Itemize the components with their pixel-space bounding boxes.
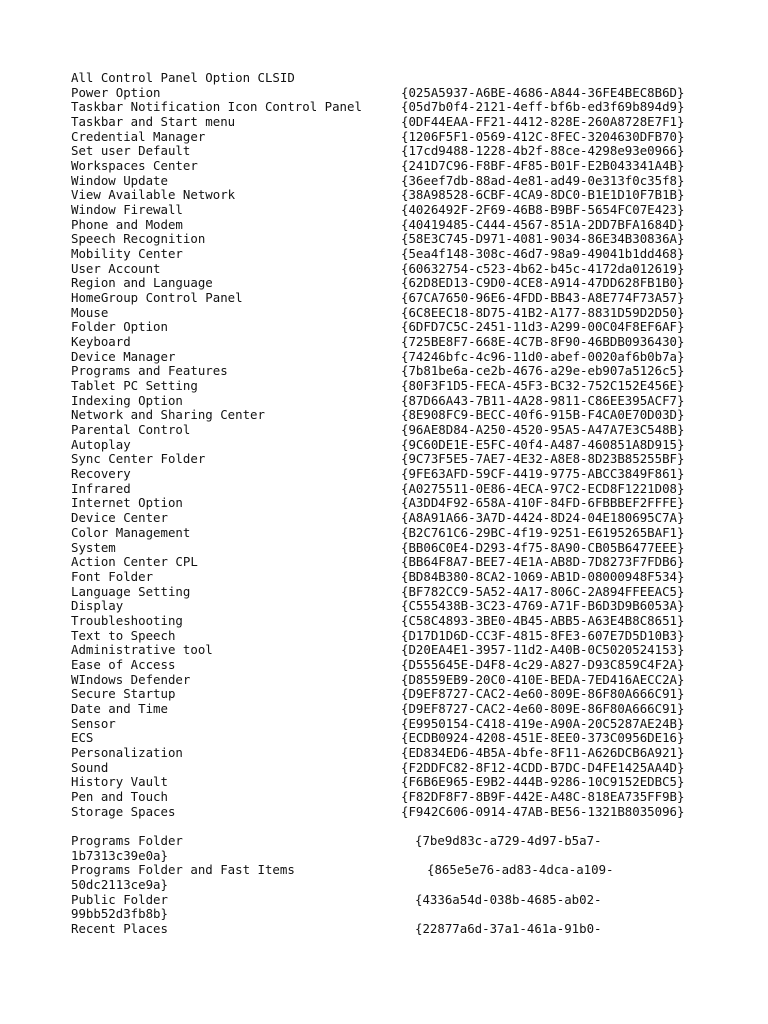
clsid-row — [71, 423, 731, 438]
option-name: Mouse — [71, 304, 109, 320]
clsid-row — [71, 174, 731, 189]
option-clsid: {BB64F8A7-BEE7-4E1A-AB8D-7D8273F7FDB6} — [401, 554, 685, 570]
clsid-row — [71, 731, 731, 746]
option-clsid: {BB06C0E4-D293-4f75-8A90-CB05B6477EEE} — [401, 539, 685, 555]
option-name: ECS — [71, 730, 94, 746]
clsid-row — [71, 746, 731, 761]
clsid-row — [71, 687, 731, 702]
clsid-row — [71, 482, 731, 497]
option-name: Personalization — [71, 744, 183, 760]
option-name: Window Update — [71, 172, 168, 188]
option-clsid: {D8559EB9-20C0-410E-BEDA-7ED416AECC2A} — [401, 671, 685, 687]
option-name: Infrared — [71, 480, 131, 496]
option-clsid: {9C60DE1E-E5FC-40f4-A487-460851A8D915} — [401, 436, 685, 452]
option-name: Mobility Center — [71, 246, 183, 262]
option-name: Network and Sharing Center — [71, 407, 265, 423]
clsid-row — [71, 188, 731, 203]
option-clsid: {D20EA4E1-3957-11d2-A40B-0C5020524153} — [401, 642, 685, 658]
option-clsid: {A3DD4F92-658A-410F-84FD-6FBBBEF2FFFE} — [401, 495, 685, 511]
folder-clsid-start: {4336a54d-038b-4685-ab02- — [415, 891, 602, 907]
folder-clsid-start: {22877a6d-37a1-461a-91b0- — [415, 920, 602, 936]
folder-row — [71, 922, 731, 937]
option-name: Window Firewall — [71, 202, 183, 218]
clsid-row — [71, 541, 731, 556]
option-name: Tablet PC Setting — [71, 378, 198, 394]
folder-clsid-end: 99bb52d3fb8b} — [71, 906, 168, 922]
option-clsid: {9FE63AFD-59CF-4419-9775-ABCC3849F861} — [401, 466, 685, 482]
option-clsid: {A0275511-0E86-4ECA-97C2-ECD8F1221D08} — [401, 480, 685, 496]
option-clsid: {9C73F5E5-7AE7-4E32-A8E8-8D23B85255BF} — [401, 451, 685, 467]
option-name: Device Manager — [71, 348, 176, 364]
clsid-row — [71, 775, 731, 790]
option-clsid: {80F3F1D5-FECA-45F3-BC32-752C152E456E} — [401, 378, 685, 394]
option-clsid: {725BE8F7-668E-4C7B-8F90-46BDB0936430} — [401, 334, 685, 350]
clsid-row — [71, 262, 731, 277]
option-clsid: {C58C4893-3BE0-4B45-ABB5-A63E4B8C8651} — [401, 612, 685, 628]
clsid-row — [71, 452, 731, 467]
option-name: Administrative tool — [71, 642, 213, 658]
clsid-row — [71, 379, 731, 394]
option-clsid: {D9EF8727-CAC2-4e60-809E-86F80A666C91} — [401, 686, 685, 702]
option-name: Internet Option — [71, 495, 183, 511]
option-clsid: {D17D1D6D-CC3F-4815-8FE3-607E7D5D10B3} — [401, 627, 685, 643]
clsid-row — [71, 790, 731, 805]
clsid-row — [71, 291, 731, 306]
option-name: Programs and Features — [71, 363, 228, 379]
clsid-row — [71, 159, 731, 174]
clsid-row — [71, 203, 731, 218]
clsid-row — [71, 570, 731, 585]
clsid-row — [71, 306, 731, 321]
option-clsid: {C555438B-3C23-4769-A71F-B6D3D9B6053A} — [401, 598, 685, 614]
option-name: Color Management — [71, 524, 191, 540]
option-clsid: {60632754-c523-4b62-b45c-4172da012619} — [401, 260, 685, 276]
option-clsid: {62D8ED13-C9D0-4CE8-A914-47DD628FB1B0} — [401, 275, 685, 291]
option-name: Text to Speech — [71, 627, 176, 643]
clsid-row — [71, 130, 731, 145]
option-name: Storage Spaces — [71, 803, 176, 819]
option-name: View Available Network — [71, 187, 236, 203]
clsid-row — [71, 614, 731, 629]
option-clsid: {F942C606-0914-47AB-BE56-1321B8035096} — [401, 803, 685, 819]
option-clsid: {7b81be6a-ce2b-4676-a29e-eb907a5126c5} — [401, 363, 685, 379]
option-clsid: {74246bfc-4c96-11d0-abef-0020af6b0b7a} — [401, 348, 685, 364]
option-name: Secure Startup — [71, 686, 176, 702]
document-title — [71, 71, 731, 86]
folder-row-continuation — [71, 878, 731, 893]
option-name: Date and Time — [71, 700, 168, 716]
option-name: Pen and Touch — [71, 788, 168, 804]
option-name: HomeGroup Control Panel — [71, 290, 243, 306]
clsid-row — [71, 717, 731, 732]
option-name: Language Setting — [71, 583, 191, 599]
clsid-row — [71, 496, 731, 511]
option-name: Sound — [71, 759, 109, 775]
option-clsid: {241D7C96-F8BF-4F85-B01F-E2B043341A4B} — [401, 158, 685, 174]
document-page — [71, 71, 731, 937]
option-clsid: {025A5937-A6BE-4686-A844-36FE4BEC8B6D} — [401, 84, 685, 100]
option-name: Power Option — [71, 84, 161, 100]
option-clsid: {05d7b0f4-2121-4eff-bf6b-ed3f69b894d9} — [401, 99, 685, 115]
option-clsid: {6DFD7C5C-2451-11d3-A299-00C04F8EF6AF} — [401, 319, 685, 335]
folder-name: Programs Folder and Fast Items — [71, 862, 295, 878]
option-name: Display — [71, 598, 124, 614]
option-clsid: {87D66A43-7B11-4A28-9811-C86EE395ACF7} — [401, 392, 685, 408]
folder-row-continuation — [71, 849, 731, 864]
option-clsid: {4026492F-2F69-46B8-B9BF-5654FC07E423} — [401, 202, 685, 218]
clsid-table — [71, 86, 731, 820]
clsid-row — [71, 320, 731, 335]
option-clsid: {D9EF8727-CAC2-4e60-809E-86F80A666C91} — [401, 700, 685, 716]
clsid-row — [71, 643, 731, 658]
option-name: Troubleshooting — [71, 612, 183, 628]
option-clsid: {6C8EEC18-8D75-41B2-A177-8831D59D2D50} — [401, 304, 685, 320]
option-name: Region and Language — [71, 275, 213, 291]
option-clsid: {38A98528-6CBF-4CA9-8DC0-B1E1D10F7B1B} — [401, 187, 685, 203]
clsid-row — [71, 702, 731, 717]
option-name: Ease of Access — [71, 656, 176, 672]
option-name: Action Center CPL — [71, 554, 198, 570]
clsid-row — [71, 526, 731, 541]
option-name: Sensor — [71, 715, 116, 731]
clsid-row — [71, 232, 731, 247]
option-clsid: {96AE8D84-A250-4520-95A5-A47A7E3C548B} — [401, 422, 685, 438]
clsid-row — [71, 511, 731, 526]
option-name: Keyboard — [71, 334, 131, 350]
option-name: Parental Control — [71, 422, 191, 438]
clsid-row — [71, 350, 731, 365]
option-name: Taskbar and Start menu — [71, 114, 236, 130]
option-name: Phone and Modem — [71, 216, 183, 232]
option-name: Sync Center Folder — [71, 451, 206, 467]
clsid-row — [71, 438, 731, 453]
folder-name: Recent Places — [71, 920, 168, 936]
clsid-row — [71, 761, 731, 776]
option-name: Folder Option — [71, 319, 168, 335]
option-clsid: {8E908FC9-BECC-40f6-915B-F4CA0E70D03D} — [401, 407, 685, 423]
option-name: Device Center — [71, 510, 168, 526]
option-clsid: {F82DF8F7-8B9F-442E-A48C-818EA735FF9B} — [401, 788, 685, 804]
folder-clsid-start: {7be9d83c-a729-4d97-b5a7- — [415, 832, 602, 848]
option-name: System — [71, 539, 116, 555]
title-text: All Control Panel Option CLSID — [71, 70, 295, 85]
clsid-row — [71, 100, 731, 115]
folder-name: Public Folder — [71, 891, 168, 907]
option-name: WIndows Defender — [71, 671, 191, 687]
folder-clsid-list — [71, 834, 731, 937]
option-name: Autoplay — [71, 436, 131, 452]
option-name: User Account — [71, 260, 161, 276]
option-clsid: {5ea4f148-308c-46d7-98a9-49041b1dd468} — [401, 246, 685, 262]
option-clsid: {BF782CC9-5A52-4A17-806C-2A894FFEEAC5} — [401, 583, 685, 599]
clsid-row — [71, 467, 731, 482]
folder-row-continuation — [71, 907, 731, 922]
folder-clsid-start: {865e5e76-ad83-4dca-a109- — [427, 862, 614, 878]
clsid-row — [71, 276, 731, 291]
option-clsid: {B2C761C6-29BC-4f19-9251-E6195265BAF1} — [401, 524, 685, 540]
clsid-row — [71, 394, 731, 409]
clsid-row — [71, 805, 731, 820]
option-name: Set user Default — [71, 143, 191, 159]
option-clsid: {67CA7650-96E6-4FDD-BB43-A8E774F73A57} — [401, 290, 685, 306]
folder-row — [71, 863, 731, 878]
option-clsid: {F2DDFC82-8F12-4CDD-B7DC-D4FE1425AA4D} — [401, 759, 685, 775]
section-gap — [71, 819, 731, 834]
option-name: Taskbar Notification Icon Control Panel — [71, 99, 362, 115]
clsid-row — [71, 218, 731, 233]
option-clsid: {BD84B380-8CA2-1069-AB1D-08000948F534} — [401, 568, 685, 584]
option-clsid: {A8A91A66-3A7D-4424-8D24-04E180695C7A} — [401, 510, 685, 526]
clsid-row — [71, 335, 731, 350]
option-clsid: {0DF44EAA-FF21-4412-828E-260A8728E7F1} — [401, 114, 685, 130]
option-name: History Vault — [71, 774, 168, 790]
clsid-row — [71, 629, 731, 644]
option-clsid: {D555645E-D4F8-4c29-A827-D93C859C4F2A} — [401, 656, 685, 672]
option-name: Font Folder — [71, 568, 154, 584]
option-clsid: {40419485-C444-4567-851A-2DD7BFA1684D} — [401, 216, 685, 232]
folder-name: Programs Folder — [71, 832, 183, 848]
option-name: Workspaces Center — [71, 158, 198, 174]
clsid-row — [71, 585, 731, 600]
option-name: Indexing Option — [71, 392, 183, 408]
clsid-row — [71, 115, 731, 130]
clsid-row — [71, 364, 731, 379]
clsid-row — [71, 86, 731, 101]
option-clsid: {ED834ED6-4B5A-4bfe-8F11-A626DCB6A921} — [401, 744, 685, 760]
folder-clsid-end: 1b7313c39e0a} — [71, 847, 168, 863]
option-name: Recovery — [71, 466, 131, 482]
folder-row — [71, 834, 731, 849]
option-clsid: {1206F5F1-0569-412C-8FEC-3204630DFB70} — [401, 128, 685, 144]
clsid-row — [71, 408, 731, 423]
option-clsid: {36eef7db-88ad-4e81-ad49-0e313f0c35f8} — [401, 172, 685, 188]
folder-row — [71, 893, 731, 908]
option-clsid: {ECDB0924-4208-451E-8EE0-373C0956DE16} — [401, 730, 685, 746]
folder-clsid-end: 50dc2113ce9a} — [71, 876, 168, 892]
option-clsid: {E9950154-C418-419e-A90A-20C5287AE24B} — [401, 715, 685, 731]
clsid-row — [71, 658, 731, 673]
option-clsid: {58E3C745-D971-4081-9034-86E34B30836A} — [401, 231, 685, 247]
clsid-row — [71, 555, 731, 570]
option-name: Speech Recognition — [71, 231, 206, 247]
clsid-row — [71, 673, 731, 688]
option-clsid: {17cd9488-1228-4b2f-88ce-4298e93e0966} — [401, 143, 685, 159]
clsid-row — [71, 599, 731, 614]
option-clsid: {F6B6E965-E9B2-444B-9286-10C9152EDBC5} — [401, 774, 685, 790]
clsid-row — [71, 144, 731, 159]
option-name: Credential Manager — [71, 128, 206, 144]
clsid-row — [71, 247, 731, 262]
